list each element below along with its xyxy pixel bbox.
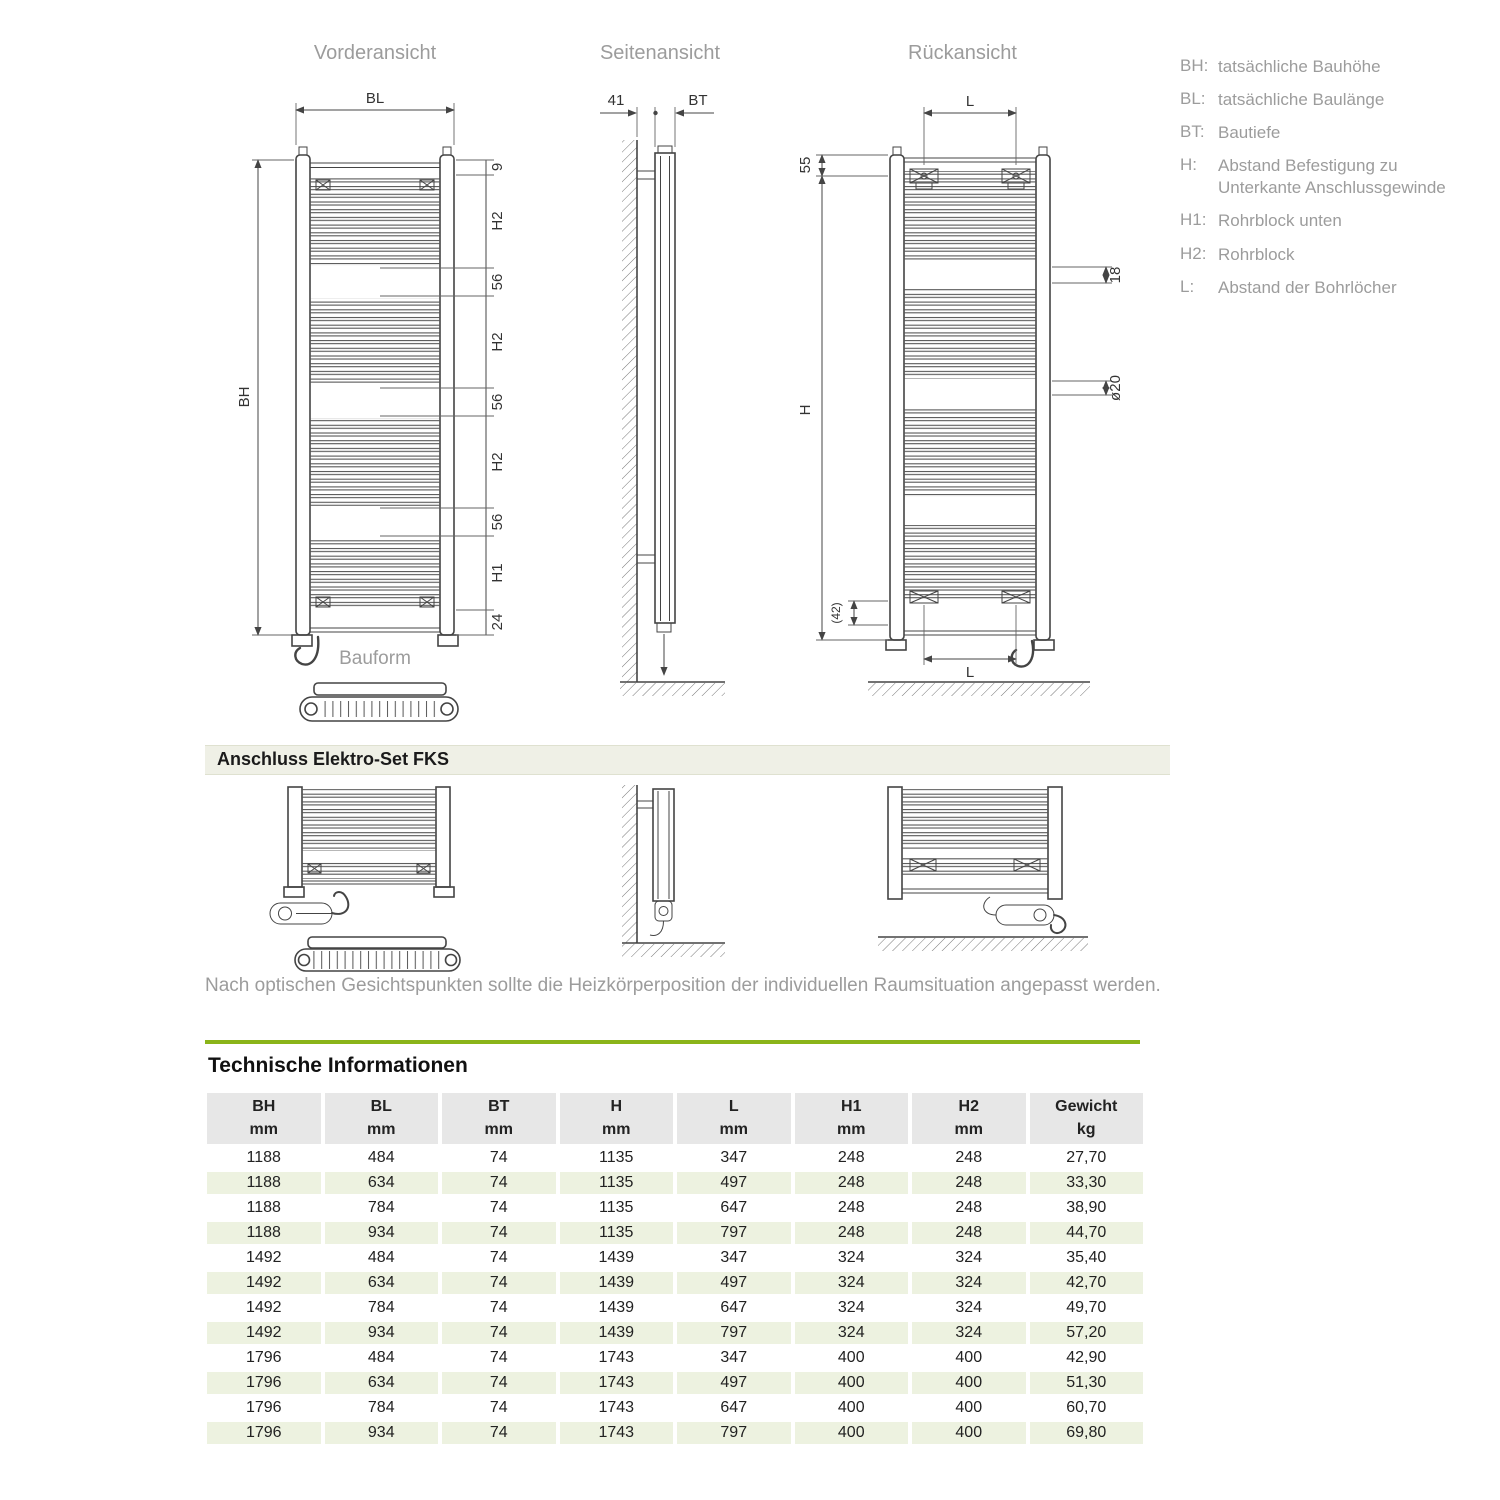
cell-h2: 400 <box>912 1422 1026 1444</box>
cell-bl: 484 <box>325 1147 439 1169</box>
column-unit: mm <box>249 1121 278 1138</box>
dim-label-56: 56 <box>489 393 506 411</box>
cell-h: 1135 <box>560 1197 674 1219</box>
cell-bt: 74 <box>442 1397 556 1419</box>
dim-label-l-bottom: L <box>965 664 975 681</box>
legend-abbr: L: <box>1180 276 1195 296</box>
cell-bh: 1796 <box>207 1347 321 1369</box>
cell-bl: 784 <box>325 1197 439 1219</box>
table-row <box>207 1372 1143 1394</box>
cell-bl: 784 <box>325 1397 439 1419</box>
legend-item-bt <box>1180 122 1482 144</box>
side-view-drawing <box>580 85 760 745</box>
cell-bt: 74 <box>442 1347 556 1369</box>
cell-bh: 1796 <box>207 1397 321 1419</box>
power-cable <box>332 892 348 914</box>
cell-bh: 1492 <box>207 1322 321 1344</box>
column-header-bt <box>442 1093 556 1144</box>
cell-h2: 324 <box>912 1322 1026 1344</box>
cell-bl: 934 <box>325 1222 439 1244</box>
table-row <box>207 1197 1143 1219</box>
column-header-h <box>560 1093 674 1144</box>
cell-bh: 1188 <box>207 1172 321 1194</box>
table-row <box>207 1172 1143 1194</box>
dim-label-dia20: ø20 <box>1107 375 1124 401</box>
cell-h: 1743 <box>560 1397 674 1419</box>
view-title-side: Seitenansicht <box>599 42 721 64</box>
table-row <box>207 1397 1143 1419</box>
view-title-rear: Rückansicht <box>908 42 1017 64</box>
dim-label-41: 41 <box>607 92 625 109</box>
cell-gewicht: 60,70 <box>1030 1397 1144 1419</box>
cell-bl: 634 <box>325 1272 439 1294</box>
table-row <box>207 1322 1143 1344</box>
legend-abbr: BH: <box>1180 56 1209 75</box>
legend-text: Abstand Befestigung zu Unterkante Anschlussgewinde <box>1218 156 1446 198</box>
dim-label-h2: H2 <box>489 452 506 472</box>
cell-bh: 1188 <box>207 1222 321 1244</box>
cell-h2: 248 <box>912 1172 1026 1194</box>
technical-data-table <box>203 1090 1147 1447</box>
cell-bl: 634 <box>325 1172 439 1194</box>
cell-h1: 400 <box>795 1372 909 1394</box>
cell-bt: 74 <box>442 1372 556 1394</box>
legend-text: tatsächliche Bauhöhe <box>1218 57 1381 76</box>
cell-h2: 248 <box>912 1147 1026 1169</box>
cell-h: 1135 <box>560 1222 674 1244</box>
power-cable-hook <box>1051 915 1066 933</box>
column-header-l <box>677 1093 791 1144</box>
legend-text: Bautiefe <box>1218 123 1281 143</box>
wall-hatch <box>622 785 637 943</box>
legend-text: tatsächliche Baulänge <box>1218 90 1385 110</box>
cell-gewicht: 51,30 <box>1030 1372 1144 1394</box>
cell-l: 347 <box>677 1247 791 1269</box>
dim-label-24: 24 <box>489 613 506 631</box>
cell-h: 1135 <box>560 1172 674 1194</box>
cell-h: 1743 <box>560 1347 674 1369</box>
cell-l: 647 <box>677 1397 791 1419</box>
cell-bl: 634 <box>325 1372 439 1394</box>
table-row <box>207 1222 1143 1244</box>
cell-bt: 74 <box>442 1247 556 1269</box>
cell-l: 347 <box>677 1147 791 1169</box>
table-title: Technische Informationen <box>208 1054 468 1077</box>
cell-bh: 1492 <box>207 1297 321 1319</box>
cell-h1: 324 <box>795 1322 909 1344</box>
fks-front-drawing <box>250 785 510 980</box>
cell-bt: 74 <box>442 1322 556 1344</box>
cell-l: 797 <box>677 1422 791 1444</box>
cell-bt: 74 <box>442 1172 556 1194</box>
table-row <box>207 1347 1143 1369</box>
fks-rear-drawing <box>870 785 1110 980</box>
column-unit: mm <box>484 1121 513 1138</box>
legend-item-h1 <box>1180 210 1482 232</box>
dim-label-h2: H2 <box>489 211 506 231</box>
cell-l: 497 <box>677 1372 791 1394</box>
column-name: L <box>728 1098 739 1115</box>
cell-bt: 74 <box>442 1147 556 1169</box>
table-row <box>207 1272 1143 1294</box>
cell-gewicht: 42,90 <box>1030 1347 1144 1369</box>
section-title: Anschluss Elektro-Set FKS <box>217 749 450 769</box>
legend-item-h2 <box>1180 244 1482 266</box>
cell-bt: 74 <box>442 1222 556 1244</box>
cell-h1: 248 <box>795 1172 909 1194</box>
cell-h2: 248 <box>912 1222 1026 1244</box>
column-unit: mm <box>954 1121 983 1138</box>
section-header-elektro-set <box>205 745 1170 775</box>
view-title-bauform: Bauform <box>339 648 411 669</box>
legend-abbr: H2: <box>1180 243 1207 263</box>
dim-label-bt: BT <box>688 92 708 109</box>
elektro-set-unit <box>984 897 1054 925</box>
cell-h2: 400 <box>912 1372 1026 1394</box>
column-unit: mm <box>602 1121 631 1138</box>
cell-l: 797 <box>677 1222 791 1244</box>
dim-label-56: 56 <box>489 513 506 531</box>
column-header-bh <box>207 1093 321 1144</box>
cell-l: 797 <box>677 1322 791 1344</box>
legend-item-l <box>1180 277 1482 299</box>
table-row <box>207 1147 1143 1169</box>
table-row <box>207 1422 1143 1444</box>
column-name: BL <box>370 1098 392 1115</box>
cell-bh: 1188 <box>207 1147 321 1169</box>
cell-h2: 324 <box>912 1247 1026 1269</box>
column-name: H2 <box>958 1098 979 1115</box>
positioning-note: Nach optischen Gesichtspunkten sollte die Heizkörperposition der individuellen Raumsituation angepasst werden. <box>205 975 1161 996</box>
cell-bl: 784 <box>325 1297 439 1319</box>
legend-item-bl <box>1180 89 1482 111</box>
dim-label-h: H <box>797 404 814 416</box>
legend-text: Rohrblock <box>1218 244 1295 264</box>
cell-bt: 74 <box>442 1197 556 1219</box>
legend-text: Rohrblock unten <box>1218 211 1342 231</box>
cell-l: 347 <box>677 1347 791 1369</box>
cell-h: 1743 <box>560 1372 674 1394</box>
floor-hatch <box>622 944 725 957</box>
cell-gewicht: 69,80 <box>1030 1422 1144 1444</box>
cell-bt: 74 <box>442 1272 556 1294</box>
legend-abbr: BL: <box>1180 89 1206 109</box>
column-header-bl <box>325 1093 439 1144</box>
cell-bl: 934 <box>325 1422 439 1444</box>
cell-gewicht: 44,70 <box>1030 1222 1144 1244</box>
cell-h2: 400 <box>912 1347 1026 1369</box>
cell-bh: 1796 <box>207 1422 321 1444</box>
dim-label-42: (42) <box>829 602 843 624</box>
legend-abbr: BT: <box>1180 122 1205 142</box>
column-header-h2 <box>912 1093 1026 1144</box>
accent-rule <box>205 1040 1140 1044</box>
cell-bh: 1796 <box>207 1372 321 1394</box>
cell-l: 647 <box>677 1197 791 1219</box>
cell-h2: 248 <box>912 1197 1026 1219</box>
cell-gewicht: 33,30 <box>1030 1172 1144 1194</box>
cell-h: 1439 <box>560 1247 674 1269</box>
dim-label-9: 9 <box>489 162 506 172</box>
floor-hatch <box>878 938 1088 951</box>
cell-h: 1743 <box>560 1422 674 1444</box>
dim-label-l-top: L <box>965 93 975 110</box>
legend-abbr: H: <box>1180 155 1197 175</box>
cell-gewicht: 35,40 <box>1030 1247 1144 1269</box>
cell-bl: 484 <box>325 1347 439 1369</box>
cell-h: 1439 <box>560 1322 674 1344</box>
cell-h2: 400 <box>912 1397 1026 1419</box>
power-cable-hook <box>1012 641 1033 667</box>
dim-label-55: 55 <box>797 156 814 174</box>
elektro-element <box>650 901 672 935</box>
column-name: BT <box>488 1098 510 1115</box>
cell-bh: 1492 <box>207 1272 321 1294</box>
fks-side-drawing <box>595 785 735 980</box>
legend-text: Abstand der Bohrlöcher <box>1218 277 1397 297</box>
dim-label-56: 56 <box>489 273 506 291</box>
column-unit: mm <box>367 1121 396 1138</box>
cell-bl: 934 <box>325 1322 439 1344</box>
column-header-h1 <box>795 1093 909 1144</box>
column-name: H1 <box>841 1098 862 1115</box>
cell-gewicht: 27,70 <box>1030 1147 1144 1169</box>
column-name: H <box>610 1098 623 1115</box>
cell-gewicht: 57,20 <box>1030 1322 1144 1344</box>
column-unit: mm <box>837 1121 866 1138</box>
legend <box>1180 56 1482 310</box>
floor-hatch <box>620 683 725 696</box>
cell-bl: 484 <box>325 1247 439 1269</box>
cell-h1: 248 <box>795 1147 909 1169</box>
table-row <box>207 1247 1143 1269</box>
cell-gewicht: 38,90 <box>1030 1197 1144 1219</box>
table-header-row <box>207 1093 1143 1144</box>
cell-h: 1135 <box>560 1147 674 1169</box>
cell-h1: 400 <box>795 1347 909 1369</box>
floor-hatch <box>868 683 1090 696</box>
cell-h2: 324 <box>912 1297 1026 1319</box>
cell-bt: 74 <box>442 1422 556 1444</box>
front-view-drawing <box>230 85 530 745</box>
cell-h1: 400 <box>795 1422 909 1444</box>
dim-label-bh: BH <box>236 386 253 408</box>
cell-h: 1439 <box>560 1297 674 1319</box>
rear-view-drawing <box>790 85 1130 745</box>
cell-h1: 324 <box>795 1297 909 1319</box>
cell-h1: 324 <box>795 1247 909 1269</box>
cell-h1: 324 <box>795 1272 909 1294</box>
wall-hatch <box>622 140 637 682</box>
cell-h2: 324 <box>912 1272 1026 1294</box>
cell-bh: 1188 <box>207 1197 321 1219</box>
column-name: Gewicht <box>1055 1098 1118 1115</box>
dim-label-h2: H2 <box>489 332 506 352</box>
cell-h1: 248 <box>795 1222 909 1244</box>
column-unit: kg <box>1076 1121 1096 1138</box>
elektro-set-unit <box>270 903 332 924</box>
column-header-gewicht <box>1030 1093 1144 1144</box>
power-cable-hook <box>295 637 318 665</box>
column-unit: mm <box>719 1121 748 1138</box>
column-name: BH <box>252 1098 276 1115</box>
cell-l: 647 <box>677 1297 791 1319</box>
table-row <box>207 1297 1143 1319</box>
cell-bt: 74 <box>442 1297 556 1319</box>
cell-l: 497 <box>677 1272 791 1294</box>
legend-item-h <box>1180 155 1482 199</box>
dim-label-h1: H1 <box>489 563 506 583</box>
cell-h1: 248 <box>795 1197 909 1219</box>
legend-abbr: H1: <box>1180 210 1207 230</box>
legend-item-bh <box>1180 56 1482 78</box>
dim-label-18: 18 <box>1107 266 1124 284</box>
cell-l: 497 <box>677 1172 791 1194</box>
cell-h1: 400 <box>795 1397 909 1419</box>
cell-gewicht: 42,70 <box>1030 1272 1144 1294</box>
cell-gewicht: 49,70 <box>1030 1297 1144 1319</box>
cell-h: 1439 <box>560 1272 674 1294</box>
view-title-front: Vorderansicht <box>313 42 437 64</box>
dim-label-bl: BL <box>365 90 385 107</box>
cell-bh: 1492 <box>207 1247 321 1269</box>
